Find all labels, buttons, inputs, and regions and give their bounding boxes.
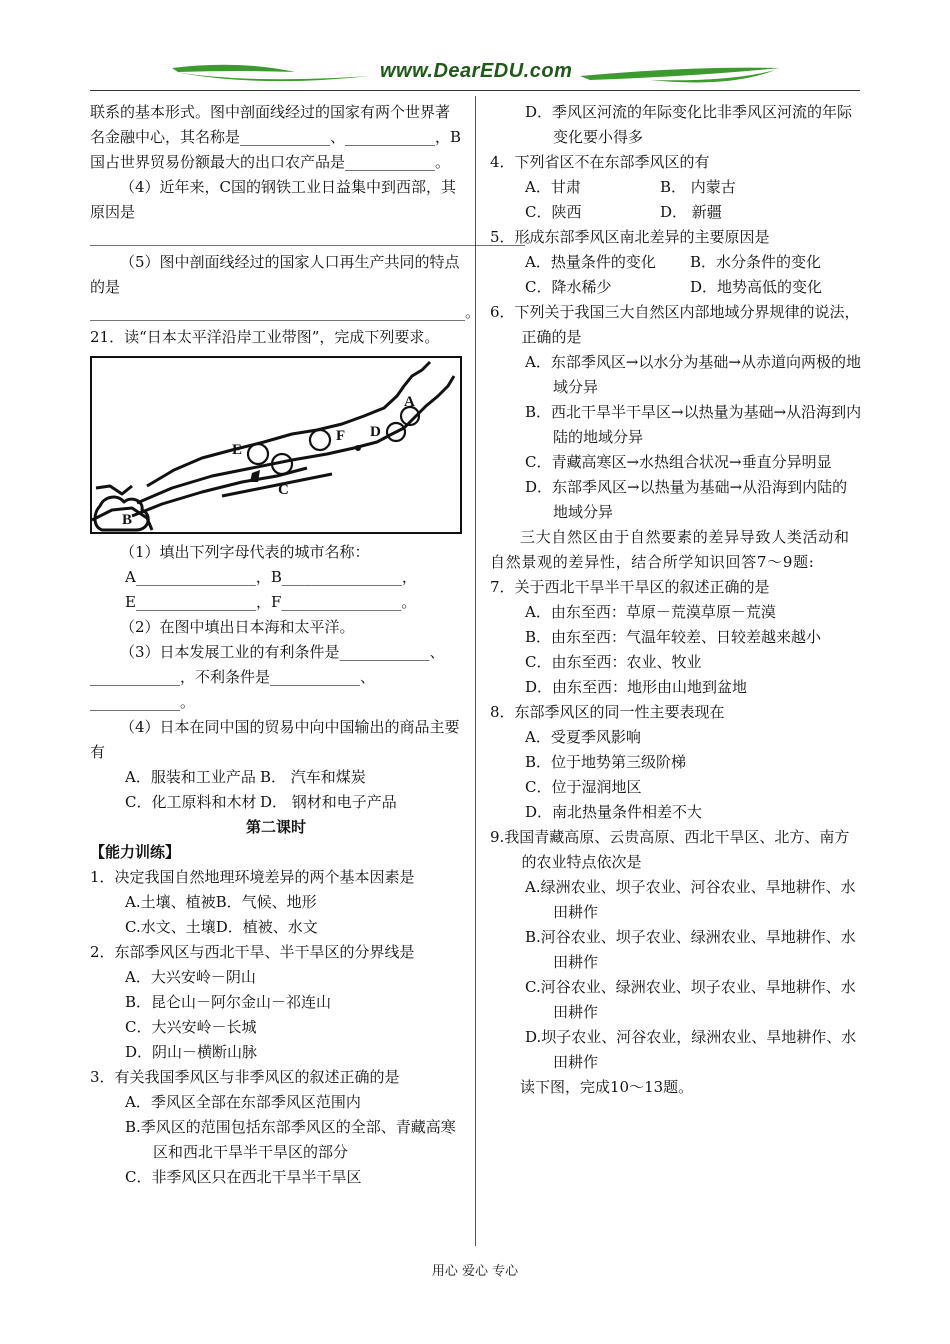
lesson-title: 第二课时 — [245, 818, 306, 836]
column-divider — [475, 96, 476, 1246]
q2-option: D．阴山－横断山脉 — [125, 1043, 258, 1061]
q2-stem: 2．东部季风区与西北干旱、半干旱区的分界线是 — [90, 943, 415, 961]
q21-option-c: C．化工原料和木材 — [125, 793, 257, 811]
q3-option: C．非季风区只在西北干旱半干旱区 — [125, 1168, 362, 1186]
japan-coastline-figure — [92, 358, 460, 532]
q2-option: C．大兴安岭－长城 — [125, 1018, 257, 1036]
q4-option-b: B． 内蒙古 — [660, 178, 736, 196]
q4-option-c: C．陕西 — [525, 203, 582, 221]
q21-part4: （4）日本在同中国的贸易中向中国输出的商品主要有 — [90, 718, 460, 761]
q6-option: C．青藏高寒区→水热组合状况→垂直分异明显 — [525, 453, 832, 471]
site-url[interactable]: www.DearEDU.com — [380, 60, 573, 82]
map-label-f: F — [336, 428, 346, 444]
q7-option: D．由东至西：地形由山地到盆地 — [525, 678, 748, 696]
q8-stem: 8．东部季风区的同一性主要表现在 — [490, 703, 725, 721]
q21-option-a: A．服装和工业产品 — [125, 768, 256, 786]
page-header — [90, 58, 860, 92]
q7-option: A．由东至西：草原－荒漠草原－荒漠 — [525, 603, 776, 621]
section-title: 【能力训练】 — [90, 843, 181, 861]
q4-options-row — [490, 200, 862, 225]
q5-option-d: D．地势高低的变化 — [690, 278, 823, 296]
q21-option-d: D． 钢材和电子产品 — [260, 793, 397, 811]
q21-options-row — [90, 765, 462, 790]
q7-9-intro: 三大自然区由于自然要素的差异导致人类活动和自然景观的差异性，结合所学知识回答7～9题: — [490, 528, 850, 571]
read-figure-instruction: 读下图，完成10～13题。 — [520, 1078, 694, 1096]
q1-option: C.水文、土壤D．植被、水文 — [125, 918, 318, 936]
q9-option: B.河谷农业、坝子农业、绿洲农业、旱地耕作、水田耕作 — [525, 928, 856, 971]
q2-option: B．昆仑山－阿尔金山－祁连山 — [125, 993, 332, 1011]
map-label-e: E — [232, 442, 243, 458]
q5-option-b: B．水分条件的变化 — [690, 253, 822, 271]
q3-stem: 3．有关我国季风区与非季风区的叙述正确的是 — [90, 1068, 400, 1086]
q20-part5: （5）图中剖面线经过的国家人口再生产共同的特点的是__________________________________________________。 — [90, 253, 481, 321]
q5-option-a: A．热量条件的变化 — [525, 253, 656, 271]
map-label-c: C — [278, 482, 289, 498]
q3-option-d: D．季风区河流的年际变化比非季风区河流的年际变化要小得多 — [525, 103, 853, 146]
q21-part3: （3）日本发展工业的有利条件是____________、____________，不利条件是____________、____________。 — [90, 643, 445, 711]
q6-stem: 6．下列关于我国三大自然区内部地域分界规律的说法，正确的是 — [490, 303, 860, 346]
map-label-a: A — [404, 394, 415, 410]
q21-part1-ef: E________________，F________________。 — [125, 593, 417, 611]
map-label-b: B — [122, 512, 133, 528]
q7-stem: 7．关于西北干旱半干旱区的叙述正确的是 — [490, 578, 770, 596]
q1-option: A.土壤、植被B．气候、地形 — [125, 893, 317, 911]
q20-continued: 联系的基本形式。图中剖面线经过的国家有两个世界著名金融中心，其名称是____________、____________，B国占世界贸易份额最大的出口农产品是____________。 — [90, 103, 462, 171]
q9-option: C.河谷农业、绿洲农业、坝子农业、旱地耕作、水田耕作 — [525, 978, 856, 1021]
q6-option: B．西北干旱半干旱区→以热量为基础→从沿海到内陆的地域分异 — [525, 403, 862, 446]
q9-option: A.绿洲农业、坝子农业、河谷农业、旱地耕作、水田耕作 — [525, 878, 856, 921]
header-rule — [90, 90, 860, 91]
q9-stem: 9.我国青藏高原、云贵高原、西北干旱区、北方、南方的农业特点依次是 — [490, 828, 850, 871]
q5-option-c: C．降水稀少 — [525, 278, 612, 296]
q4-options-row — [490, 175, 862, 200]
q4-option-a: A．甘肃 — [525, 178, 581, 196]
q1-stem: 1．决定我国自然地理环境差异的两个基本因素是 — [90, 868, 415, 886]
map-label-d: D — [370, 424, 381, 440]
q21-options-row — [90, 790, 462, 815]
q8-option: D．南北热量条件相差不大 — [525, 803, 703, 821]
q20-part4: （4）近年来，C国的钢铁工业日益集中到西部，其原因是__________________________________________________________。 — [90, 178, 541, 246]
q6-option: A．东部季风区→以水分为基础→从赤道向两极的地域分异 — [525, 353, 861, 396]
q21-part2: （2）在图中填出日本海和太平洋。 — [120, 618, 355, 636]
q21-option-b: B． 汽车和煤炭 — [260, 768, 366, 786]
q5-options-row — [490, 250, 862, 275]
q8-option: A．受夏季风影响 — [525, 728, 641, 746]
q8-option: B．位于地势第三级阶梯 — [525, 753, 687, 771]
q7-option: B．由东至西：气温年较差、日较差越来越小 — [525, 628, 822, 646]
q21-part1: （1）填出下列字母代表的城市名称： — [120, 543, 370, 561]
q4-option-d: D． 新疆 — [660, 203, 722, 221]
q21-part1-ab: A________________，B________________， — [125, 568, 417, 586]
q3-option: A．季风区全部在东部季风区范围内 — [125, 1093, 361, 1111]
q8-option: C．位于湿润地区 — [525, 778, 642, 796]
right-column — [490, 100, 862, 1100]
left-column — [90, 100, 541, 1190]
q7-option: C．由东至西：农业、牧业 — [525, 653, 702, 671]
q6-option: D．东部季风区→以热量为基础→从沿海到内陆的地域分异 — [525, 478, 848, 521]
q4-stem: 4．下列省区不在东部季风区的有 — [490, 153, 710, 171]
q3-option: B.季风区的范围包括东部季风区的全部、青藏高寒区和西北干旱半干旱区的部分 — [125, 1118, 456, 1161]
q9-option: D.坝子农业、河谷农业，绿洲农业、旱地耕作、水田耕作 — [525, 1028, 857, 1071]
japan-industrial-belt-map — [90, 356, 462, 534]
q5-options-row — [490, 275, 862, 300]
q21-stem: 21．读“日本太平洋沿岸工业带图”，完成下列要求。 — [90, 328, 440, 346]
q5-stem: 5．形成东部季风区南北差异的主要原因是 — [490, 228, 770, 246]
page-footer: 用心 爱心 专心 — [431, 1264, 519, 1279]
q2-option: A．大兴安岭－阴山 — [125, 968, 256, 986]
